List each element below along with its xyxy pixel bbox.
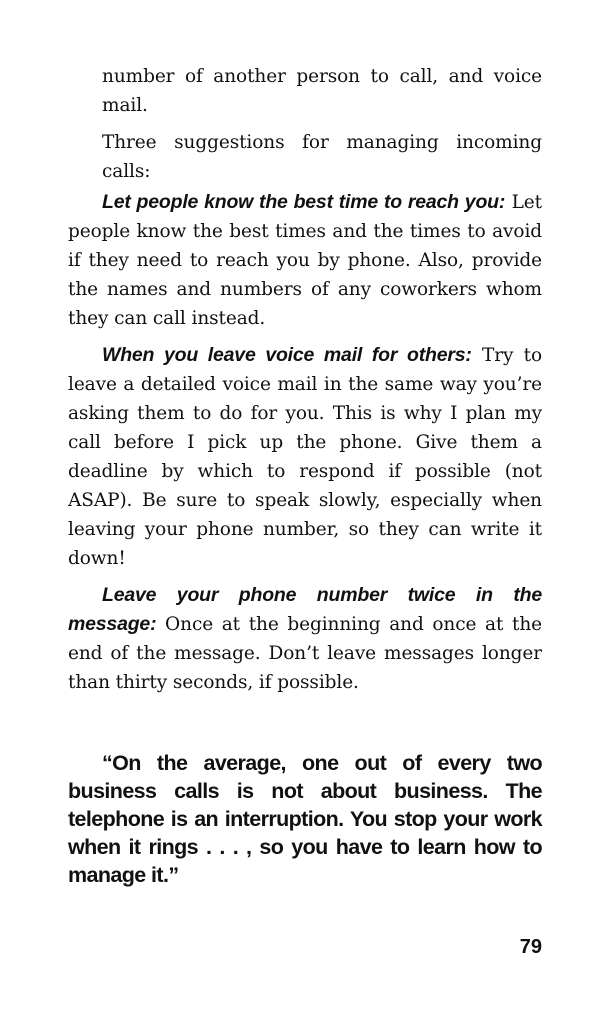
tip-body-voice-mail: Try to leave a detailed voice mail in the same way you’re asking them to do for you. This is why I plan my call before I pick up the phone. Give them a deadline by which to respond if possible (not ASAP). Be sure to speak slowly, especially when leaving your phone number, so they can write it down! (68, 345, 542, 569)
tip-heading-best-time: Let people know the best time to reach you: (102, 191, 506, 213)
tip-paragraph-best-time (68, 188, 542, 333)
page-content (68, 62, 542, 889)
tip-paragraph-phone-number (68, 581, 542, 697)
pull-quote: “On the average, one out of every two business calls is not about business. The telephone is an interruption. You stop your work when it rings . . . , so you have to learn how to manage it.” (68, 751, 542, 887)
intro-paragraph: Three suggestions for managing incoming calls: (102, 132, 542, 182)
tip-heading-voice-mail: When you leave voice mail for others: (102, 344, 472, 366)
tip-heading-phone-number: Leave your phone number twice in the message: (68, 584, 542, 635)
page-number: 79 (519, 936, 542, 958)
tip-paragraph-voice-mail (68, 341, 542, 573)
tip-body-best-time: Let people know the best times and the times to avoid if they need to reach you by phone. Also, provide the names and numbers of any coworkers whom they can call instead. (68, 192, 542, 329)
tip-body-phone-number: Once at the beginning and once at the end of the message. Don’t leave messages longer than thirty seconds, if possible. (68, 614, 542, 693)
continuation-paragraph: number of another person to call, and voice mail. (102, 66, 542, 116)
